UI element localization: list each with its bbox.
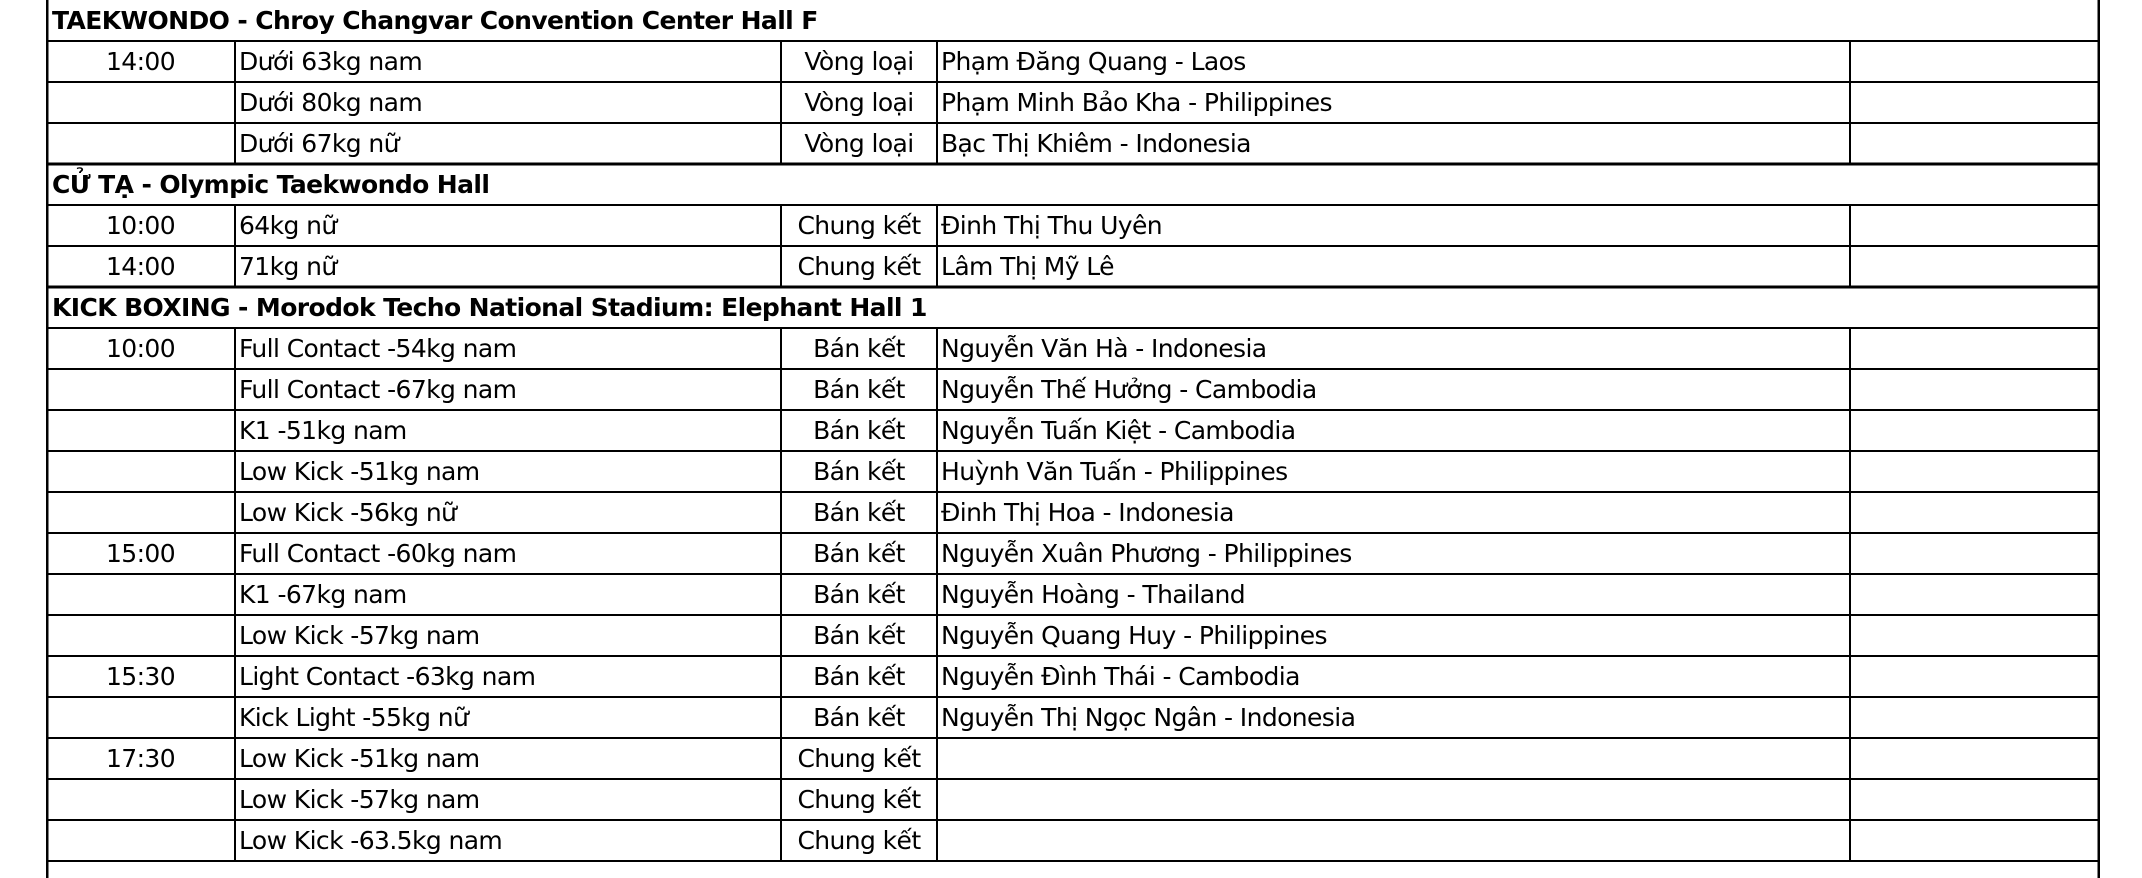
event-cell: Light Contact -63kg nam xyxy=(239,662,536,691)
round-cell: Chung kết xyxy=(797,252,921,281)
athlete-cell: Phạm Minh Bảo Kha - Philippines xyxy=(941,88,1332,117)
time-cell: 10:00 xyxy=(105,211,176,240)
result-cell xyxy=(1850,41,2100,82)
event-cell: Full Contact -60kg nam xyxy=(239,539,517,568)
event-cell: Low Kick -63.5kg nam xyxy=(239,826,503,855)
round-cell: Chung kết xyxy=(797,826,921,855)
round-cell: Bán kết xyxy=(813,580,905,609)
athlete-cell: Nguyễn Thế Hưởng - Cambodia xyxy=(941,375,1317,404)
time-cell xyxy=(46,82,235,123)
round-cell: Bán kết xyxy=(813,662,905,691)
event-cell: K1 -67kg nam xyxy=(239,580,407,609)
time-cell xyxy=(46,123,235,164)
time-cell: 14:00 xyxy=(105,252,176,281)
table-row xyxy=(46,123,2100,164)
round-cell: Bán kết xyxy=(813,621,905,650)
event-cell: Dưới 67kg nữ xyxy=(239,129,399,158)
athlete-cell: Lâm Thị Mỹ Lê xyxy=(941,252,1114,281)
section-title: CỬ TẠ - Olympic Taekwondo Hall xyxy=(52,170,490,199)
event-cell: Low Kick -51kg nam xyxy=(239,457,480,486)
event-cell: K1 -51kg nam xyxy=(239,416,407,445)
result-cell xyxy=(1850,697,2100,738)
time-cell xyxy=(46,697,235,738)
result-cell xyxy=(1850,205,2100,246)
event-cell: 64kg nữ xyxy=(239,211,337,240)
schedule-table xyxy=(46,0,2100,878)
round-cell: Bán kết xyxy=(813,416,905,445)
time-cell xyxy=(46,369,235,410)
event-cell: Low Kick -57kg nam xyxy=(239,785,480,814)
table-row xyxy=(46,615,2100,656)
round-cell: Bán kết xyxy=(813,539,905,568)
result-cell xyxy=(1850,574,2100,615)
time-cell: 14:00 xyxy=(105,47,176,76)
athlete-cell: Nguyễn Xuân Phương - Philippines xyxy=(941,539,1352,568)
time-cell: 10:00 xyxy=(105,334,176,363)
time-cell xyxy=(46,615,235,656)
time-cell xyxy=(46,410,235,451)
round-cell: Bán kết xyxy=(813,703,905,732)
round-cell: Vòng loại xyxy=(804,129,914,158)
table-row xyxy=(46,533,2100,574)
athlete-cell: Nguyễn Tuấn Kiệt - Cambodia xyxy=(941,416,1296,445)
table-row xyxy=(46,410,2100,451)
athlete-cell xyxy=(937,779,1850,820)
table-row xyxy=(46,656,2100,697)
event-cell: Low Kick -51kg nam xyxy=(239,744,480,773)
result-cell xyxy=(1850,82,2100,123)
round-cell: Bán kết xyxy=(813,457,905,486)
athlete-cell: Nguyễn Thị Ngọc Ngân - Indonesia xyxy=(941,703,1356,732)
time-cell xyxy=(46,820,235,861)
table-row xyxy=(46,246,2100,287)
athlete-cell: Nguyễn Quang Huy - Philippines xyxy=(941,621,1327,650)
round-cell: Chung kết xyxy=(797,744,921,773)
athlete-cell: Nguyễn Đình Thái - Cambodia xyxy=(941,662,1300,691)
athlete-cell: Đinh Thị Hoa - Indonesia xyxy=(941,498,1234,527)
round-cell: Bán kết xyxy=(813,498,905,527)
event-cell: Dưới 63kg nam xyxy=(239,47,423,76)
result-cell xyxy=(1850,451,2100,492)
result-cell xyxy=(1850,656,2100,697)
time-cell: 15:00 xyxy=(105,539,176,568)
table-row xyxy=(46,82,2100,123)
table-row xyxy=(46,41,2100,82)
section-title: KICK BOXING - Morodok Techo National Stadium: Elephant Hall 1 xyxy=(52,293,927,322)
time-cell xyxy=(46,451,235,492)
event-cell: Low Kick -57kg nam xyxy=(239,621,480,650)
round-cell: Vòng loại xyxy=(804,47,914,76)
result-cell xyxy=(1850,492,2100,533)
table-row xyxy=(46,492,2100,533)
athlete-cell: Huỳnh Văn Tuấn - Philippines xyxy=(941,457,1288,486)
section-title: TAEKWONDO - Chroy Changvar Convention Center Hall F xyxy=(52,6,818,35)
time-cell xyxy=(46,779,235,820)
round-cell: Chung kết xyxy=(797,211,921,240)
athlete-cell: Đinh Thị Thu Uyên xyxy=(941,211,1162,240)
table-row xyxy=(46,697,2100,738)
result-cell xyxy=(1850,410,2100,451)
table-row xyxy=(46,574,2100,615)
result-cell xyxy=(1850,123,2100,164)
round-cell: Bán kết xyxy=(813,375,905,404)
table-row xyxy=(46,779,2100,820)
result-cell xyxy=(1850,615,2100,656)
round-cell: Vòng loại xyxy=(804,88,914,117)
athlete-cell: Phạm Đăng Quang - Laos xyxy=(941,47,1246,76)
event-cell: Kick Light -55kg nữ xyxy=(239,703,469,732)
section-header xyxy=(46,287,2100,328)
table-row xyxy=(46,328,2100,369)
time-cell xyxy=(46,574,235,615)
athlete-cell: Bạc Thị Khiêm - Indonesia xyxy=(941,129,1251,158)
result-cell xyxy=(1850,738,2100,779)
table-row xyxy=(46,820,2100,861)
time-cell xyxy=(46,492,235,533)
athlete-cell xyxy=(937,738,1850,779)
table-row xyxy=(46,738,2100,779)
event-cell: Dưới 80kg nam xyxy=(239,88,423,117)
athlete-cell: Nguyễn Văn Hà - Indonesia xyxy=(941,334,1267,363)
event-cell: 71kg nữ xyxy=(239,252,337,281)
result-cell xyxy=(1850,533,2100,574)
section-header xyxy=(46,164,2100,205)
result-cell xyxy=(1850,328,2100,369)
table-row xyxy=(46,369,2100,410)
table-row xyxy=(46,205,2100,246)
table-row xyxy=(46,451,2100,492)
event-cell: Full Contact -54kg nam xyxy=(239,334,517,363)
result-cell xyxy=(1850,779,2100,820)
result-cell xyxy=(1850,246,2100,287)
section-header xyxy=(46,0,2100,41)
result-cell xyxy=(1850,820,2100,861)
round-cell: Bán kết xyxy=(813,334,905,363)
athlete-cell xyxy=(937,820,1850,861)
time-cell: 17:30 xyxy=(105,744,176,773)
event-cell: Full Contact -67kg nam xyxy=(239,375,517,404)
time-cell: 15:30 xyxy=(105,662,176,691)
round-cell: Chung kết xyxy=(797,785,921,814)
athlete-cell: Nguyễn Hoàng - Thailand xyxy=(941,580,1245,609)
result-cell xyxy=(1850,369,2100,410)
event-cell: Low Kick -56kg nữ xyxy=(239,498,457,527)
